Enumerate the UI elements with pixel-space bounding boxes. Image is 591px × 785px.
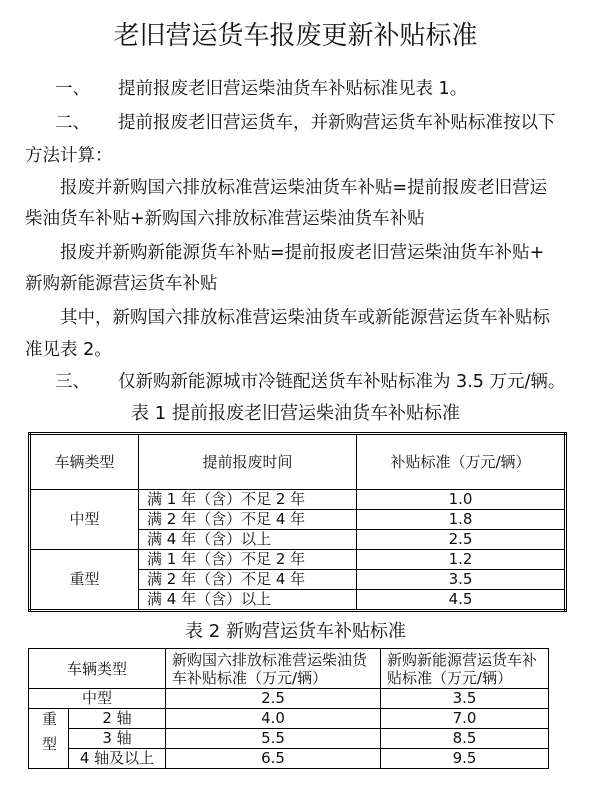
- table1-subsidy-cell: 2.5: [357, 530, 566, 550]
- table1-caption: 表 1 提前报废老旧营运柴油货车补贴标准: [131, 403, 460, 424]
- table-row: [29, 709, 549, 729]
- table2-axle-cell: 2 轴: [69, 709, 166, 729]
- table2-axle-cell: 3 轴: [69, 729, 166, 749]
- table-row: [30, 550, 566, 570]
- paragraph-2-line-1: 提前报废老旧营运货车，并新购营运货车补贴标准按以下: [118, 113, 556, 133]
- table2-header-row: [29, 649, 549, 689]
- paragraph-6-line-1: 仅新购新能源城市冷链配送货车补贴标准为 3.5 万元/辆。: [118, 372, 566, 392]
- paragraph-4-line-1: 报废并新购新能源货车补贴=提前报废老旧营运柴油货车补贴+: [60, 243, 545, 263]
- section-marker-3: 三、: [55, 372, 90, 392]
- subsidy-table-new-purchase: [28, 648, 549, 769]
- table1-header-vehicle-type: 车辆类型: [30, 434, 139, 490]
- table1-period-cell: 满 2 年（含）不足 4 年: [139, 510, 357, 530]
- paragraph-4-line-2: 新购新能源营运货车补贴: [25, 274, 218, 294]
- subsidy-table-scrapping: [28, 432, 567, 612]
- table-row: [29, 749, 549, 769]
- table2-new-energy-cell: 3.5: [381, 689, 549, 709]
- table2-header-diesel-subsidy: 新购国六排放标准营运柴油货车补贴标准（万元/辆）: [166, 649, 381, 689]
- table2-heavy-label: 重型: [40, 711, 58, 761]
- table2-axle-cell: 4 轴及以上: [69, 749, 166, 769]
- document-title: 老旧营运货车报废更新补贴标准: [113, 21, 478, 51]
- table1-subsidy-cell: 1.8: [357, 510, 566, 530]
- table1-period-cell: 满 1 年（含）不足 2 年: [139, 490, 357, 510]
- table2-new-energy-cell: 9.5: [381, 749, 549, 769]
- table2-header-new-energy-subsidy: 新购新能源营运货车补贴标准（万元/辆）: [381, 649, 549, 689]
- paragraph-2-line-2: 方法计算：: [25, 146, 113, 166]
- paragraph-1-line-1: 提前报废老旧营运柴油货车补贴标准见表 1。: [118, 79, 468, 99]
- table1-subsidy-cell: 1.2: [357, 550, 566, 570]
- paragraph-5-line-1: 其中，新购国六排放标准营运柴油货车或新能源营运货车补贴标: [60, 308, 550, 328]
- paragraph-3-line-1: 报废并新购国六排放标准营运柴油货车补贴=提前报废老旧营运: [60, 178, 548, 198]
- table2-vehicle-type-heavy: [29, 709, 69, 769]
- table1-vehicle-type-heavy: 重型: [30, 550, 139, 611]
- table1-period-cell: 满 2 年（含）不足 4 年: [139, 570, 357, 590]
- table2-diesel-cell: 6.5: [166, 749, 381, 769]
- section-marker-1: 一、: [55, 79, 90, 99]
- table1-header-scrap-period: 提前报废时间: [139, 434, 357, 490]
- paragraph-5-line-2: 准见表 2。: [25, 340, 112, 360]
- table2-caption: 表 2 新购营运货车补贴标准: [185, 621, 406, 642]
- table2-diesel-cell: 2.5: [166, 689, 381, 709]
- section-marker-2: 二、: [55, 113, 90, 133]
- table2-new-energy-cell: 7.0: [381, 709, 549, 729]
- table1-period-cell: 满 4 年（含）以上: [139, 590, 357, 611]
- table1-header-row: [30, 434, 566, 490]
- table1-period-cell: 满 1 年（含）不足 2 年: [139, 550, 357, 570]
- table1-header-subsidy: 补贴标准（万元/辆）: [357, 434, 566, 490]
- table2-new-energy-cell: 8.5: [381, 729, 549, 749]
- table1-subsidy-cell: 4.5: [357, 590, 566, 611]
- table-row: [30, 490, 566, 510]
- table2-diesel-cell: 5.5: [166, 729, 381, 749]
- table1-subsidy-cell: 3.5: [357, 570, 566, 590]
- table2-diesel-cell: 4.0: [166, 709, 381, 729]
- table-row: [29, 729, 549, 749]
- table2-header-vehicle-type: 车辆类型: [29, 649, 166, 689]
- table1-period-cell: 满 4 年（含）以上: [139, 530, 357, 550]
- table-row: [29, 689, 549, 709]
- paragraph-3-line-2: 柴油货车补贴+新购国六排放标准营运柴油货车补贴: [25, 209, 425, 229]
- table1-vehicle-type-medium: 中型: [30, 490, 139, 550]
- table2-vehicle-type-medium: 中型: [29, 689, 166, 709]
- table1-subsidy-cell: 1.0: [357, 490, 566, 510]
